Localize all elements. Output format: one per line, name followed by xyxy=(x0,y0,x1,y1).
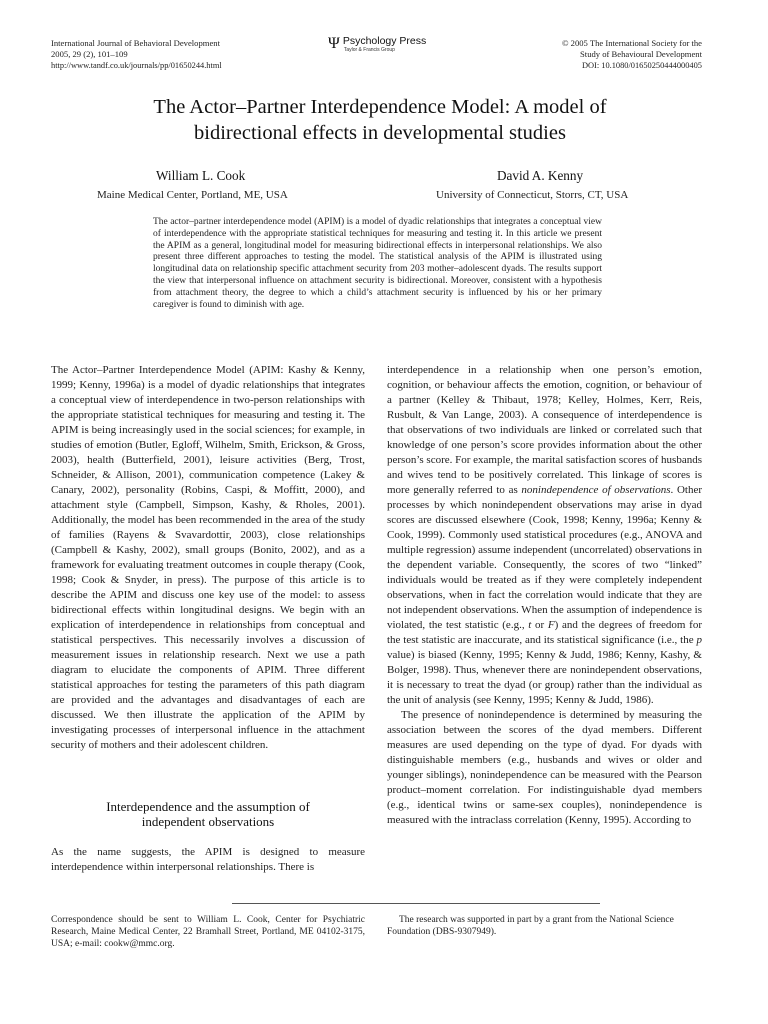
body-paragraph xyxy=(387,363,702,708)
section-heading-line-2: independent observations xyxy=(141,814,275,829)
intro-paragraph: The Actor–Partner Interdependence Model (APIM: Kashy & Kenny, 1999; Kenny, 1996a) is a model of dyadic relationships that integrates a conceptual view of interdependence in two-person relationships with the appropriate statistical techniques for measuring and testing it. The APIM is being increasingly used in the social sciences; for example, in studies of emotion (Butler, Egloff, Wilhelm, Smith, Erickson, & Gross, 2003), health (Butterfield, 2001), leisure activities (Berg, Trost, Schneider, & Allison, 2001), communication competence (Lakey & Canary, 2002), personality (Robins, Caspi, & Moffitt, 2000), and attachment style (Campbell, Simpson, Kashy, & Rholes, 2001). Additionally, the model has been recommended in the area of the study of families (Rayens & Svavardottir, 2003), close relationships (Campbell & Kashy, 2002), small groups (Bonito, 2002), and as a framework for evaluating treatment outcomes in couple therapy (Cook, 1998; Cook & Snyder, in press). The purpose of this article is to describe the APIM and discuss one key use of the model: to assess bidirectional effects within longitudinal designs. We begin with an explication of interdependence in relationships from conceptual and statistical perspectives. This necessarily involves a discussion of measurement issues in relationship research. Next we use a path diagram to elucidate the components of APIM. Three different statistical approaches for testing the parameters of this path diagram are provided and the advantages and disadvantages of each are discussed. We then illustrate the application of the APIM by investigating processes of interpersonal influence in the attachment security of mothers and their adolescent children. xyxy=(51,364,365,751)
text-run: interdependence in a relationship when one person’s emotion, cognition, or behaviour affects the emotion, cognition, or behaviour of a partner (Kelley & Thibaut, 1978; Kelley, Holmes, Kerr, Reis, Rusbult, & Van Lange, 2003). A consequence of interdependence is that observations of two individuals are linked or correlated such that knowledge of one person’s score provides information about the other person’s score. For example, the marital satisfaction scores of husbands and wives tend to be positively correlated. This linkage of scores is more generally referred to as xyxy=(387,364,702,496)
journal-url[interactable]: http://www.tandf.co.uk/journals/pp/01650244.html xyxy=(51,61,222,70)
italic-term: nonindependence of observations xyxy=(521,484,671,496)
abstract: The actor–partner interdependence model (APIM) is a model of dyadic relationships that integrates a conceptual view of interdependence with the appropriate statistical techniques for measuring and testing it. In this article we present the APIM as a general, longitudinal model for measuring bidirectional effects in interpersonal relationships. We also present three different approaches to testing the model. The statistical analysis of the APIM is illustrated using longitudinal data on relationship specific attachment security from 203 mother–adolescent dyads. The results support the view that interpersonal influence on attachment security is bidirectional. Moreover, consistent with a hypothesis from attachment theory, the degree to which a child’s attachment security is influenced by his or her primary caregiver is found to diminish with age. xyxy=(153,217,602,310)
publisher-logo xyxy=(328,36,426,53)
text-run: value) is biased (Kenny, 1995; Kenny & Judd, 1986; Kenny, Kashy, & Bolger, 1998). Thus, whenever there are nonindependent observations, it is necessary to treat the dyad (or group) rather than the individual as the unit of analysis (see Kenny, 1995; Kenny & Judd, 1986). xyxy=(387,649,702,706)
section-paragraph xyxy=(51,845,365,875)
title-line-1: The Actor–Partner Interdependence Model: A model of xyxy=(153,96,607,118)
copyright-notice xyxy=(472,38,702,60)
italic-variable: t xyxy=(528,619,532,631)
journal-name: International Journal of Behavioral Development xyxy=(51,38,220,48)
psi-icon: Ψ xyxy=(328,35,340,52)
body-column-right xyxy=(387,363,702,828)
italic-variable: F xyxy=(547,619,555,631)
article-title xyxy=(60,94,700,146)
text-run: . Other processes by which nonindependent observations may arise in dyad scores are discussed elsewhere (Cook, 1998; Kenny, 1996a; Kenny & Cook, 1999). Commonly used statistical procedures (e.g., ANOVA and multiple regression) assume independent (uncorrelated) observations in the dependent variable. Consequently, the scores of two “linked” individuals would be treated as if they were completely independent observations, when in fact the correlation would indicate that they are not independent observations. When the assumption of independence is violated, the test statistic (e.g., xyxy=(387,484,703,631)
body-paragraph: The presence of nonindependence is determined by measuring the association between the scores of the dyad members. Different measures are used depending on the type of dyad. For dyads with distinguishable members (e.g., husbands and wives or older and younger siblings), nonindependence can be measured with the Pearson product–moment correlation. For indistinguishable dyad members (e.g., identical twins or same-sex couples), nonindependence is measured with the intraclass correlation (Kenny, 1995). According to xyxy=(387,709,702,826)
footnote-divider xyxy=(232,903,600,904)
italic-variable: p xyxy=(696,634,702,646)
author-name: William L. Cook xyxy=(156,168,246,183)
journal-citation xyxy=(51,38,291,60)
journal-volume: 2005, 29 (2), 101–109 xyxy=(51,49,128,59)
section-heading-line-1: Interdependence and the assumption of xyxy=(106,799,310,814)
copyright-line-2: Study of Behavioural Development xyxy=(580,49,702,59)
publisher-name: Psychology Press xyxy=(342,35,427,47)
correspondence-footnote: Correspondence should be sent to William L. Cook, Center for Psychiatric Research, Maine Medical Center, 22 Bramhall Street, Portland, ME 04102-3175, USA; e-mail: cookw@mmc.org. xyxy=(51,915,365,949)
funding-footnote: The research was supported in part by a grant from the National Science Foundation (DBS-9307949). xyxy=(387,915,674,937)
section-paragraph-text: As the name suggests, the APIM is designed to measure interdependence within interpersonal relationships. There is xyxy=(51,846,365,873)
author-name: David A. Kenny xyxy=(497,168,584,183)
doi: DOI: 10.1080/01650250444000405 xyxy=(581,61,702,70)
section-heading xyxy=(70,799,346,829)
body-column-left xyxy=(51,363,365,753)
publisher-group: Taylor & Francis Group xyxy=(343,47,395,53)
author-affiliation: University of Connecticut, Storrs, CT, USA xyxy=(436,189,629,201)
text-run: ) and the degrees of freedom for the test statistic are inaccurate, and its statistical significance (i.e., the xyxy=(387,619,702,646)
copyright-line-1: © 2005 The International Society for the xyxy=(561,38,702,48)
title-line-2: bidirectional effects in developmental studies xyxy=(194,122,566,144)
text-run: or xyxy=(531,619,548,631)
author-affiliation: Maine Medical Center, Portland, ME, USA xyxy=(97,189,288,201)
